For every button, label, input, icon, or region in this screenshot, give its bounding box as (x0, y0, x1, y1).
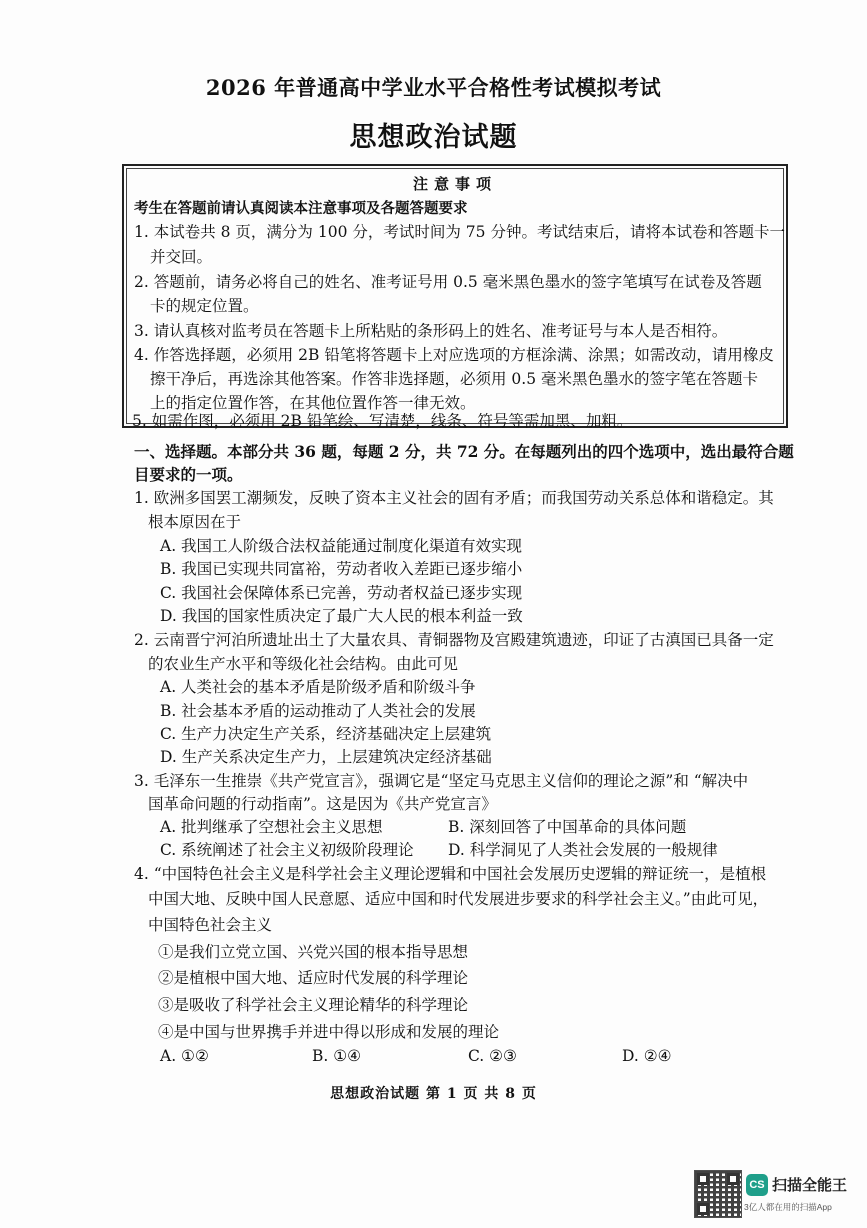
question-4-option-a: A. ①② (160, 1047, 209, 1065)
question-2-option-c: C. 生产力决定生产关系，经济基础决定上层建筑 (160, 725, 492, 743)
question-4-statement-3: ③是吸收了科学社会主义理论精华的科学理论 (158, 996, 469, 1014)
watermark-tagline: 3亿人都在用的扫描App (744, 1202, 832, 1212)
notice-line: 擦干净后，再选涂其他答案。作答非选择题，必须用 0.5 毫米黑色墨水的签字笔在答题卡 (150, 370, 759, 388)
notice-line: 上的指定位置作答，在其他位置作答一律无效。 (150, 394, 476, 412)
question-4-option-c: C. ②③ (468, 1047, 517, 1065)
notice-line: 卡的规定位置。 (150, 297, 259, 315)
question-1-option-a: A. 我国工人阶级合法权益能通过制度化渠道有效实现 (160, 537, 523, 555)
question-1-stem: 1. 欧洲多国罢工潮频发，反映了资本主义社会的固有矛盾；而我国劳动关系总体和谐稳定。其 (134, 489, 774, 507)
notice-line: 4. 作答选择题，必须用 2B 铅笔将答题卡上对应选项的方框涂满、涂黑；如需改动，请用橡皮 (134, 346, 774, 364)
question-4-statement-2: ②是植根中国大地、适应时代发展的科学理论 (158, 969, 469, 987)
notice-line: 1. 本试卷共 8 页，满分为 100 分，考试时间为 75 分钟。考试结束后，请将本试卷和答题卡一 (134, 223, 785, 241)
question-2-stem: 2. 云南晋宁河泊所遗址出土了大量农具、青铜器物及宫殿建筑遗迹，印证了古滇国已具备一定 (134, 631, 774, 649)
watermark-app-name: 扫描全能王 (772, 1177, 848, 1194)
question-2-option-b: B. 社会基本矛盾的运动推动了人类社会的发展 (160, 702, 476, 720)
notice-line: 2. 答题前，请务必将自己的姓名、准考证号用 0.5 毫米黑色墨水的签字笔填写在试卷及答题 (134, 273, 762, 291)
question-4-option-b: B. ①④ (312, 1047, 362, 1065)
notice-line: 并交回。 (150, 248, 213, 266)
question-3-option-b: B. 深刻回答了中国革命的具体问题 (448, 818, 687, 836)
question-1-option-d: D. 我国的国家性质决定了最广大人民的根本利益一致 (160, 607, 523, 625)
notice-requirement: 考生在答题前请认真阅读本注意事项及各题答题要求 (134, 200, 468, 217)
qr-code-icon (694, 1170, 742, 1218)
exam-title: 2026 年普通高中学业水平合格性考试模拟考试 (205, 75, 662, 100)
section-heading: 目要求的一项。 (134, 465, 243, 484)
question-3-stem: 3. 毛泽东一生推崇《共产党宣言》，强调它是“坚定马克思主义信仰的理论之源”和 “解决中 (134, 772, 749, 790)
question-4-statement-1: ①是我们立党立国、兴党兴国的根本指导思想 (158, 943, 469, 961)
section-heading: 一、选择题。本部分共 36 题，每题 2 分，共 72 分。在每题列出的四个选项中，选出最符合题 (134, 442, 794, 461)
camscanner-logo-icon: CS (746, 1174, 768, 1196)
question-1-stem: 根本原因在于 (148, 513, 242, 531)
question-1-option-c: C. 我国社会保障体系已完善，劳动者权益已逐步实现 (160, 584, 523, 602)
notice-line: 3. 请认真核对监考员在答题卡上所粘贴的条形码上的姓名、准考证号与本人是否相符。 (134, 322, 728, 340)
question-3-option-a: A. 批判继承了空想社会主义思想 (160, 818, 383, 836)
question-4-stem: 中国特色社会主义 (148, 916, 273, 934)
notice-title: 注意事项 (412, 175, 497, 193)
question-3-option-d: D. 科学洞见了人类社会发展的一般规律 (448, 841, 718, 859)
question-2-option-d: D. 生产关系决定生产力，上层建筑决定经济基础 (160, 748, 492, 766)
question-3-stem: 国革命问题的行动指南”。这是因为《共产党宣言》 (148, 795, 497, 813)
question-1-option-b: B. 我国已实现共同富裕，劳动者收入差距已逐步缩小 (160, 560, 523, 578)
question-4-stem: 4. “中国特色社会主义是科学社会主义理论逻辑和中国社会发展历史逻辑的辩证统一，是植根 (134, 865, 767, 883)
notice-line: 5. 如需作图，必须用 2B 铅笔绘、写清楚，线条、符号等需加黑、加粗。 (132, 412, 633, 430)
question-2-stem: 的农业生产水平和等级化社会结构。由此可见 (148, 655, 459, 673)
question-4-option-d: D. ②④ (622, 1047, 672, 1065)
notice-box (122, 164, 788, 428)
page-footer: 思想政治试题 第 1 页 共 8 页 (330, 1086, 537, 1102)
question-4-stem: 中国大地、反映中国人民意愿、适应中国和时代发展进步要求的科学社会主义。”由此可见， (148, 890, 769, 908)
question-2-option-a: A. 人类社会的基本矛盾是阶级矛盾和阶级斗争 (160, 678, 476, 696)
question-3-option-c: C. 系统阐述了社会主义初级阶段理论 (160, 841, 414, 859)
subject-title: 思想政治试题 (349, 122, 518, 153)
question-4-statement-4: ④是中国与世界携手并进中得以形成和发展的理论 (158, 1023, 500, 1041)
